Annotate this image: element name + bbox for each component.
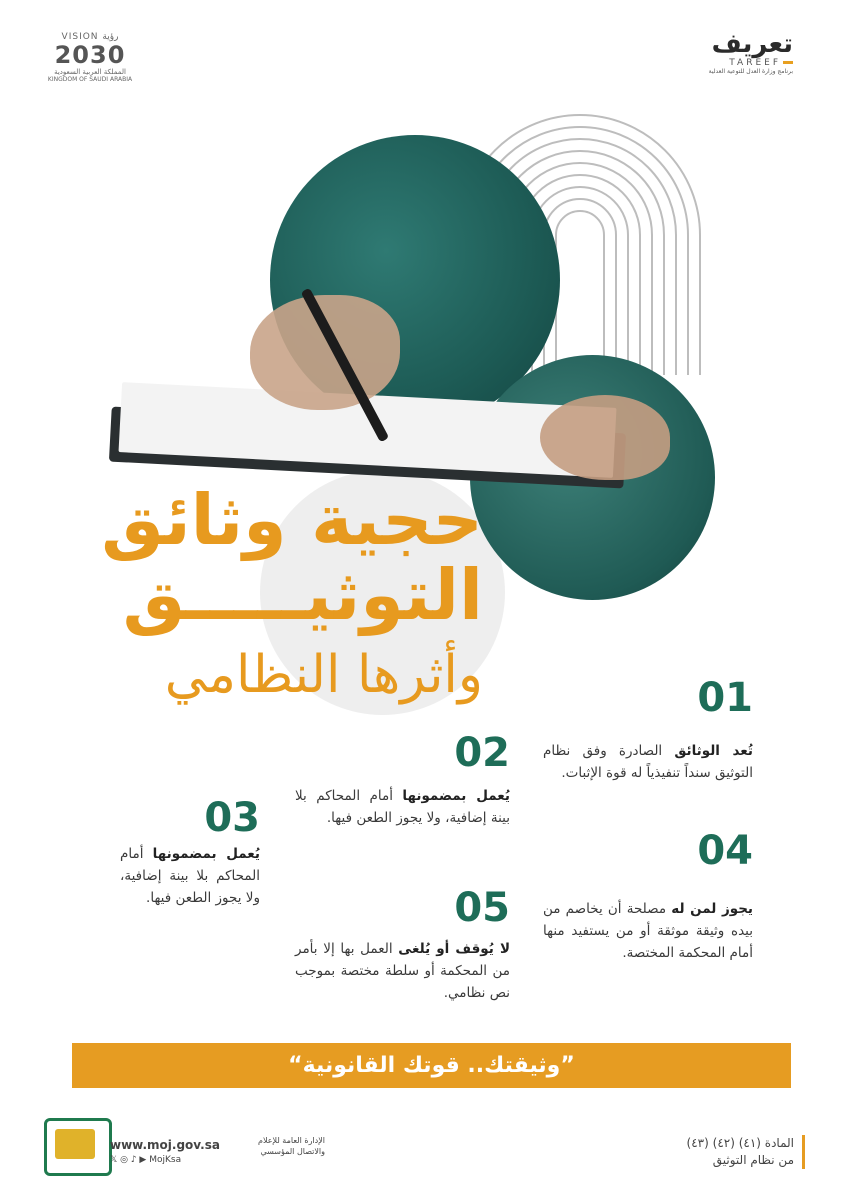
tareef-logo-arabic: تعريف <box>711 29 793 59</box>
department-name: الإدارة العامة للإعلام والاتصال المؤسسي <box>258 1136 325 1156</box>
title-line-1: حجية وثائق <box>101 479 483 561</box>
item-01-bold: تُعد الوثائق <box>674 743 753 759</box>
item-03-text <box>120 843 260 909</box>
title-line-3: وأثرها النظامي <box>164 645 483 705</box>
item-05-body: العمل بها إلا بأمر من المحكمة أو سلطة مختصة بموجب نص نظامي. <box>295 941 510 1001</box>
item-04-number: 04 <box>697 828 753 874</box>
item-04-body: مصلحة أن يخاصم من بيده وثيقة موثقة أو من يستفيد منها أمام المحكمة المختصة. <box>543 901 753 961</box>
vision-label: VISION رؤية <box>61 32 119 42</box>
item-01-body: الصادرة وفق نظام التوثيق سنداً تنفيذياً له قوة الإثبات. <box>543 743 753 781</box>
vision-arabic: المملكة العربية السعودية <box>54 68 126 76</box>
item-03-body: أمام المحاكم بلا بينة إضافية، ولا يجوز الطعن فيها. <box>120 846 260 906</box>
item-02-body: أمام المحاكم بلا بينة إضافية، ولا يجوز الطعن فيها. <box>295 788 510 826</box>
hand-image <box>250 295 400 410</box>
item-04-text <box>543 898 753 964</box>
article-numbers: المادة (٤١) (٤٢) (٤٣) <box>686 1136 794 1150</box>
second-hand-image <box>540 395 670 480</box>
item-05-bold: لا يُوقف أو يُلغى <box>398 941 510 957</box>
tareef-logo <box>693 30 793 75</box>
item-04-bold: يجوز لمن له <box>671 901 753 917</box>
website-link[interactable]: www.moj.gov.sa <box>110 1138 220 1152</box>
item-02-bold: يُعمل بمضمونها <box>402 788 510 804</box>
ministry-emblem <box>44 1118 112 1176</box>
vision-english: KINGDOM OF SAUDI ARABIA <box>47 76 133 83</box>
item-05-number: 05 <box>454 885 510 931</box>
item-03-bold: يُعمل بمضمونها <box>152 846 260 862</box>
slogan-banner: ”وثيقتك.. قوتك القانونية“ <box>72 1043 791 1088</box>
tareef-logo-english: TAREEF <box>693 58 793 68</box>
vision-2030-logo <box>40 32 140 83</box>
item-01-text <box>543 740 753 784</box>
item-02-text <box>295 785 510 829</box>
item-05-text <box>295 938 510 1004</box>
social-media-icons[interactable]: 𝕏 ◎ ♪ ▶ MojKsa <box>110 1155 182 1165</box>
tareef-logo-subtitle: برنامج وزارة العدل للتوعية العدلية <box>708 68 793 75</box>
article-reference <box>687 1135 805 1169</box>
title-line-2: التوثيـــــق <box>122 554 483 636</box>
article-source: من نظام التوثيق <box>712 1153 794 1167</box>
item-03-number: 03 <box>204 795 260 841</box>
item-01-number: 01 <box>697 675 753 721</box>
item-02-number: 02 <box>454 730 510 776</box>
vision-year: 2030 <box>54 41 126 69</box>
